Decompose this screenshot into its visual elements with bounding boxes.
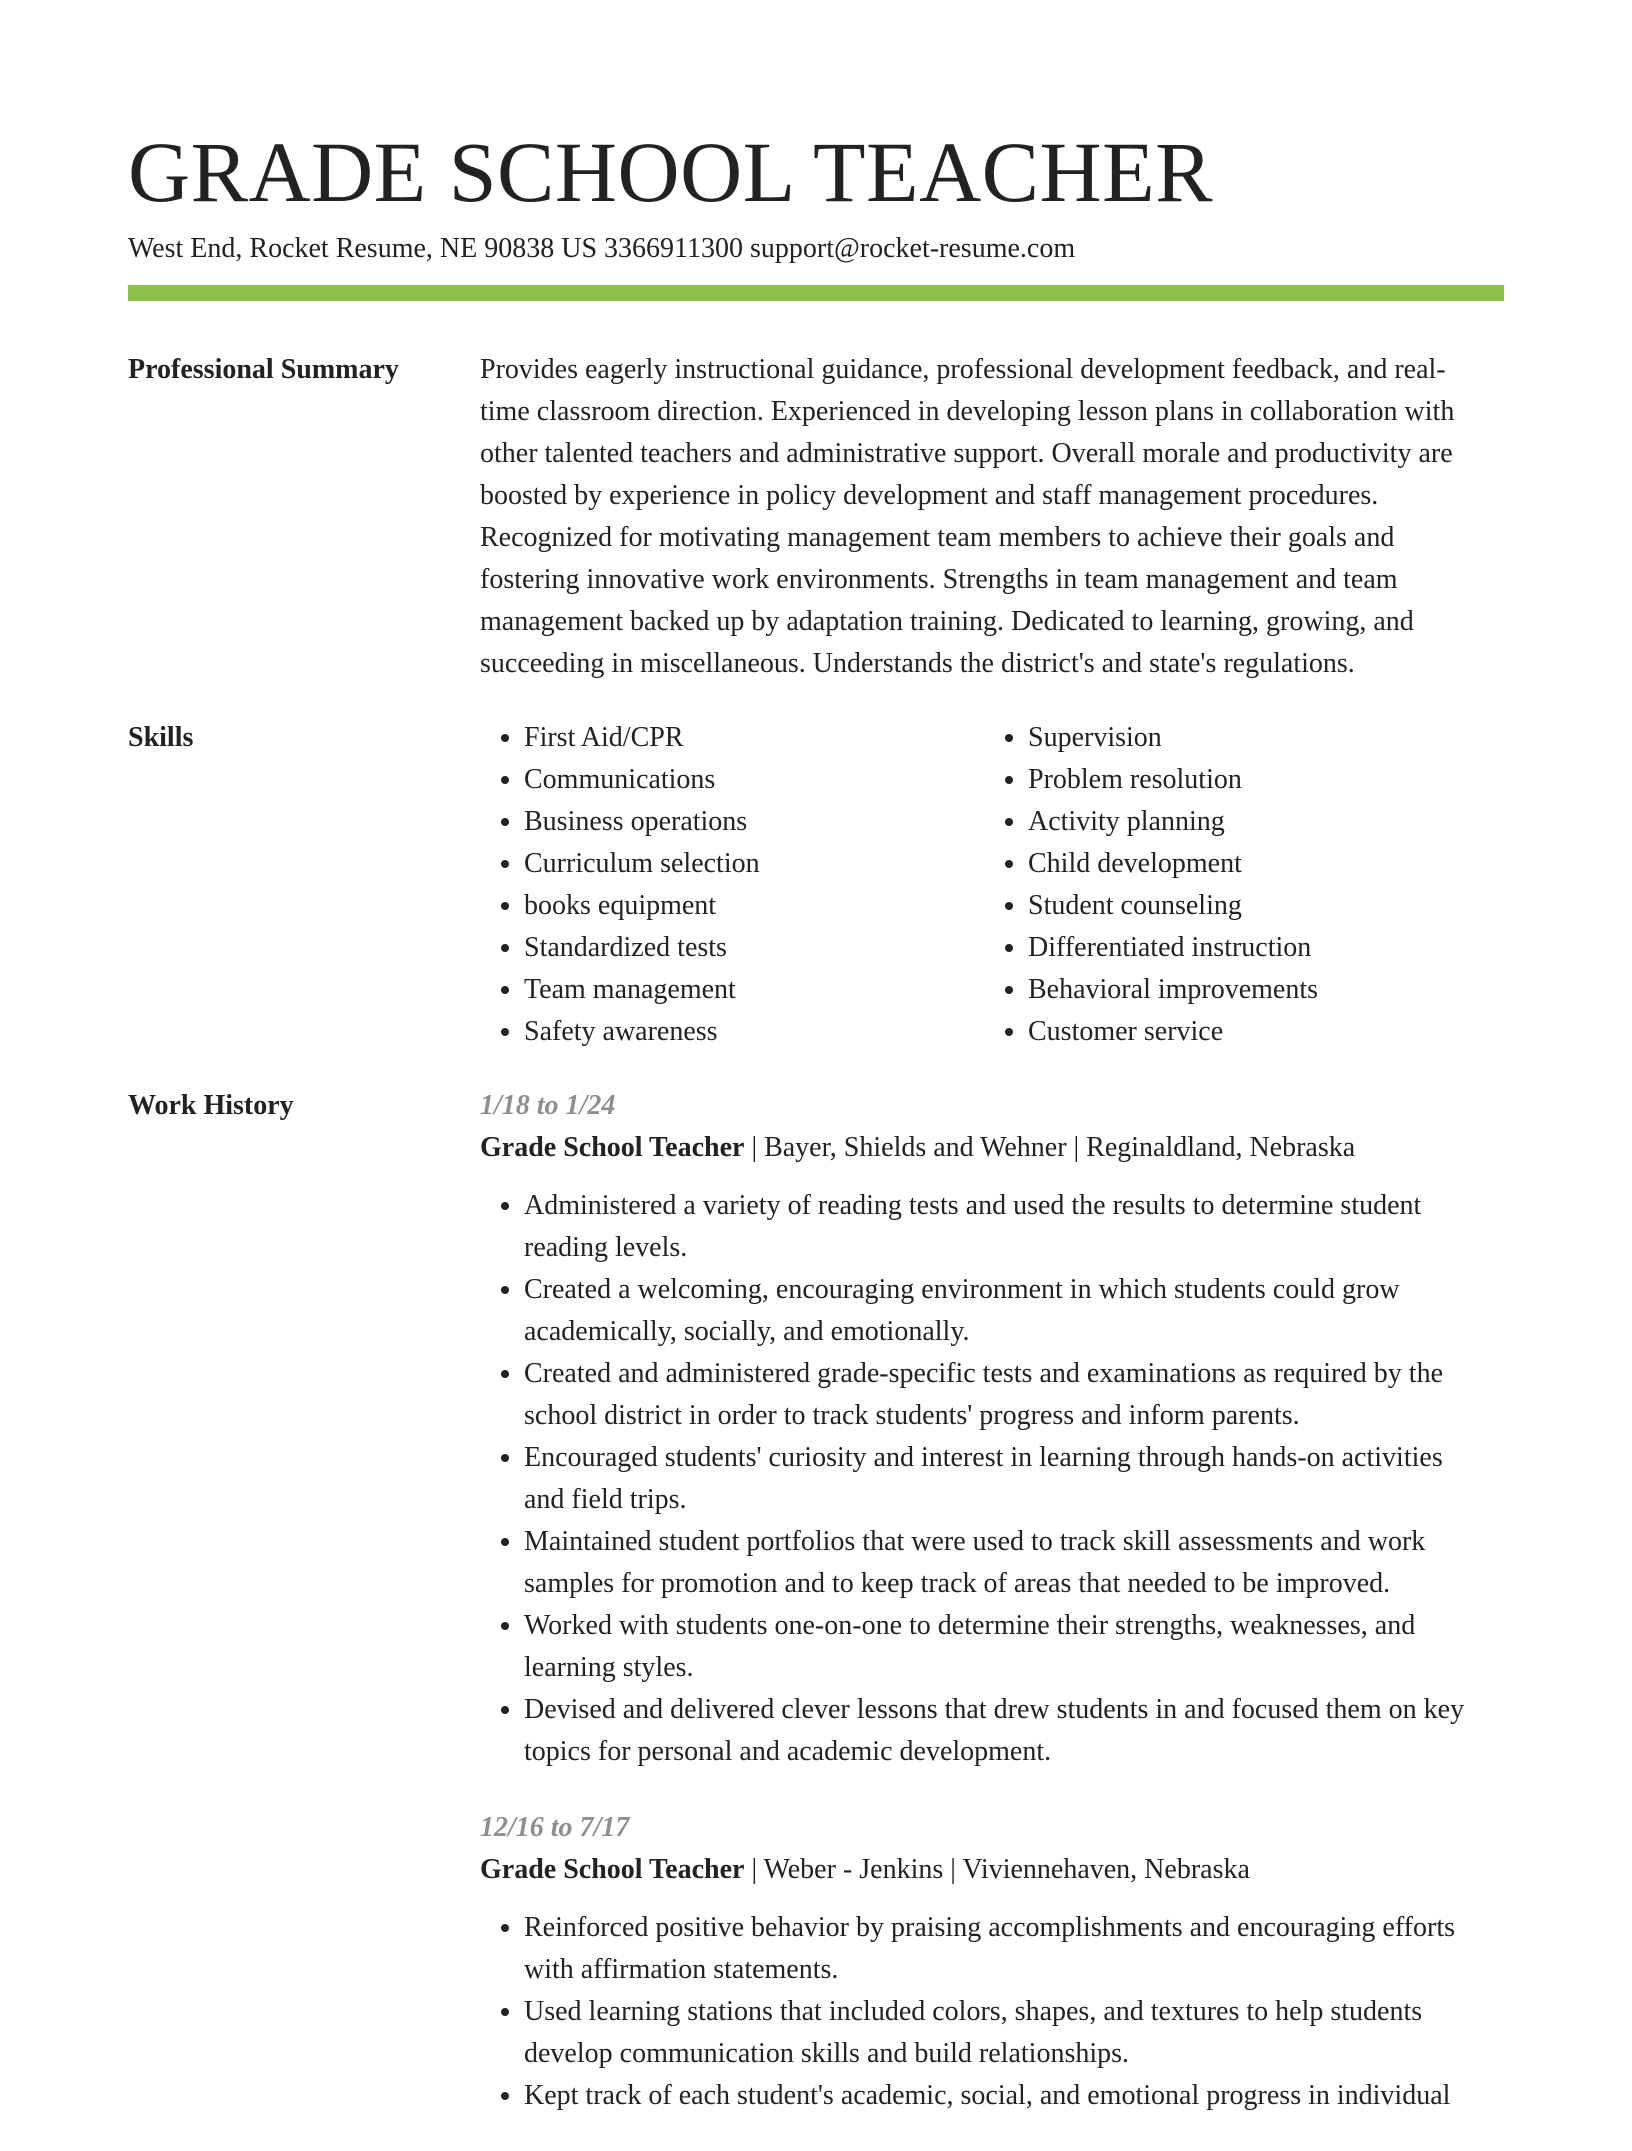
work-history-heading: Work History (128, 1090, 294, 1121)
skill-item: • Customer service (1028, 1011, 1488, 1053)
duty-item: • Encouraged students' curiosity and interest in learning through hands-on activities and field trips. (524, 1437, 1490, 1521)
job-title-line (480, 1127, 1490, 1169)
summary-text: Provides eagerly instructional guidance, professional development feedback, and real-time classroom direction. Experienced in developing lesson plans in collaboration with other talented teachers and administrative support. Overall morale and productivity are boosted by experience in policy development and staff management procedures. Recognized for motivating management team members to achieve their goals and fostering innovative work environments. Strengths in team management and team management backed up by adaptation training. Dedicated to learning, growing, and succeeding in miscellaneous. Understands the district's and state's regulations. (480, 354, 1455, 679)
separator: | (943, 1854, 963, 1885)
skills-list-right (984, 717, 1488, 1053)
job-location: Reginaldland, Nebraska (1086, 1132, 1356, 1163)
header-divider (128, 285, 1504, 301)
skill-item: • Communications (524, 759, 984, 801)
contact-line: West End, Rocket Resume, NE 90838 US 3366911300 support@rocket-resume.com (128, 233, 1076, 264)
duty-item: • Administered a variety of reading tests and used the results to determine student reading levels. (524, 1185, 1490, 1269)
job-title-line (480, 1849, 1490, 1891)
job-dates: 1/18 to 1/24 (480, 1090, 616, 1121)
job-role: Grade School Teacher (480, 1132, 745, 1163)
skill-item: • Student counseling (1028, 885, 1488, 927)
duty-item: • Worked with students one-on-one to determine their strengths, weaknesses, and learning styles. (524, 1605, 1490, 1689)
skill-item: • Safety awareness (524, 1011, 984, 1053)
duties-list (480, 1185, 1490, 1773)
skills-section (480, 717, 1490, 1053)
duty-item: • Reinforced positive behavior by praising accomplishments and encouraging efforts with affirmation statements. (524, 1907, 1490, 1991)
duty-item: • Devised and delivered clever lessons that drew students in and focused them on key topics for personal and academic development. (524, 1689, 1490, 1773)
skill-item: • Behavioral improvements (1028, 969, 1488, 1011)
job-company: Weber - Jenkins (763, 1854, 944, 1885)
skill-item: • Activity planning (1028, 801, 1488, 843)
summary-heading: Professional Summary (128, 354, 399, 385)
skills-columns (480, 717, 1490, 1053)
skills-list-left (480, 717, 984, 1053)
skill-item: • Standardized tests (524, 927, 984, 969)
separator: | (744, 1854, 764, 1885)
skill-item: • Business operations (524, 801, 984, 843)
skill-item: • Team management (524, 969, 984, 1011)
duty-item: • Kept track of each student's academic, social, and emotional progress in individual (524, 2075, 1490, 2117)
skill-item: • First Aid/CPR (524, 717, 984, 759)
skills-heading: Skills (128, 722, 194, 753)
separator: | (744, 1132, 765, 1163)
page-title: GRADE SCHOOL TEACHER (128, 124, 1214, 220)
skill-item: • Supervision (1028, 717, 1488, 759)
skill-item: • books equipment (524, 885, 984, 927)
skill-item: • Problem resolution (1028, 759, 1488, 801)
duty-item: • Created a welcoming, encouraging environment in which students could grow academically, socially, and emotionally. (524, 1269, 1490, 1353)
job-company: Bayer, Shields and Wehner (764, 1132, 1067, 1163)
skill-item: • Curriculum selection (524, 843, 984, 885)
duties-list (480, 1907, 1490, 2117)
job-entry (480, 1085, 1490, 1773)
work-history-section (480, 1085, 1490, 2151)
duty-item: • Used learning stations that included colors, shapes, and textures to help students develop communication skills and build relationships. (524, 1991, 1490, 2075)
job-entry (480, 1807, 1490, 2117)
skill-item: • Child development (1028, 843, 1488, 885)
job-location: Viviennehaven, Nebraska (962, 1854, 1250, 1885)
duty-item: • Created and administered grade-specific tests and examinations as required by the school district in order to track students' progress and inform parents. (524, 1353, 1490, 1437)
duty-item: • Maintained student portfolios that were used to track skill assessments and work samples for promotion and to keep track of areas that needed to be improved. (524, 1521, 1490, 1605)
job-dates: 12/16 to 7/17 (480, 1812, 630, 1843)
summary-section (480, 349, 1490, 685)
job-role: Grade School Teacher (480, 1854, 745, 1885)
skill-item: • Differentiated instruction (1028, 927, 1488, 969)
separator: | (1066, 1132, 1087, 1163)
